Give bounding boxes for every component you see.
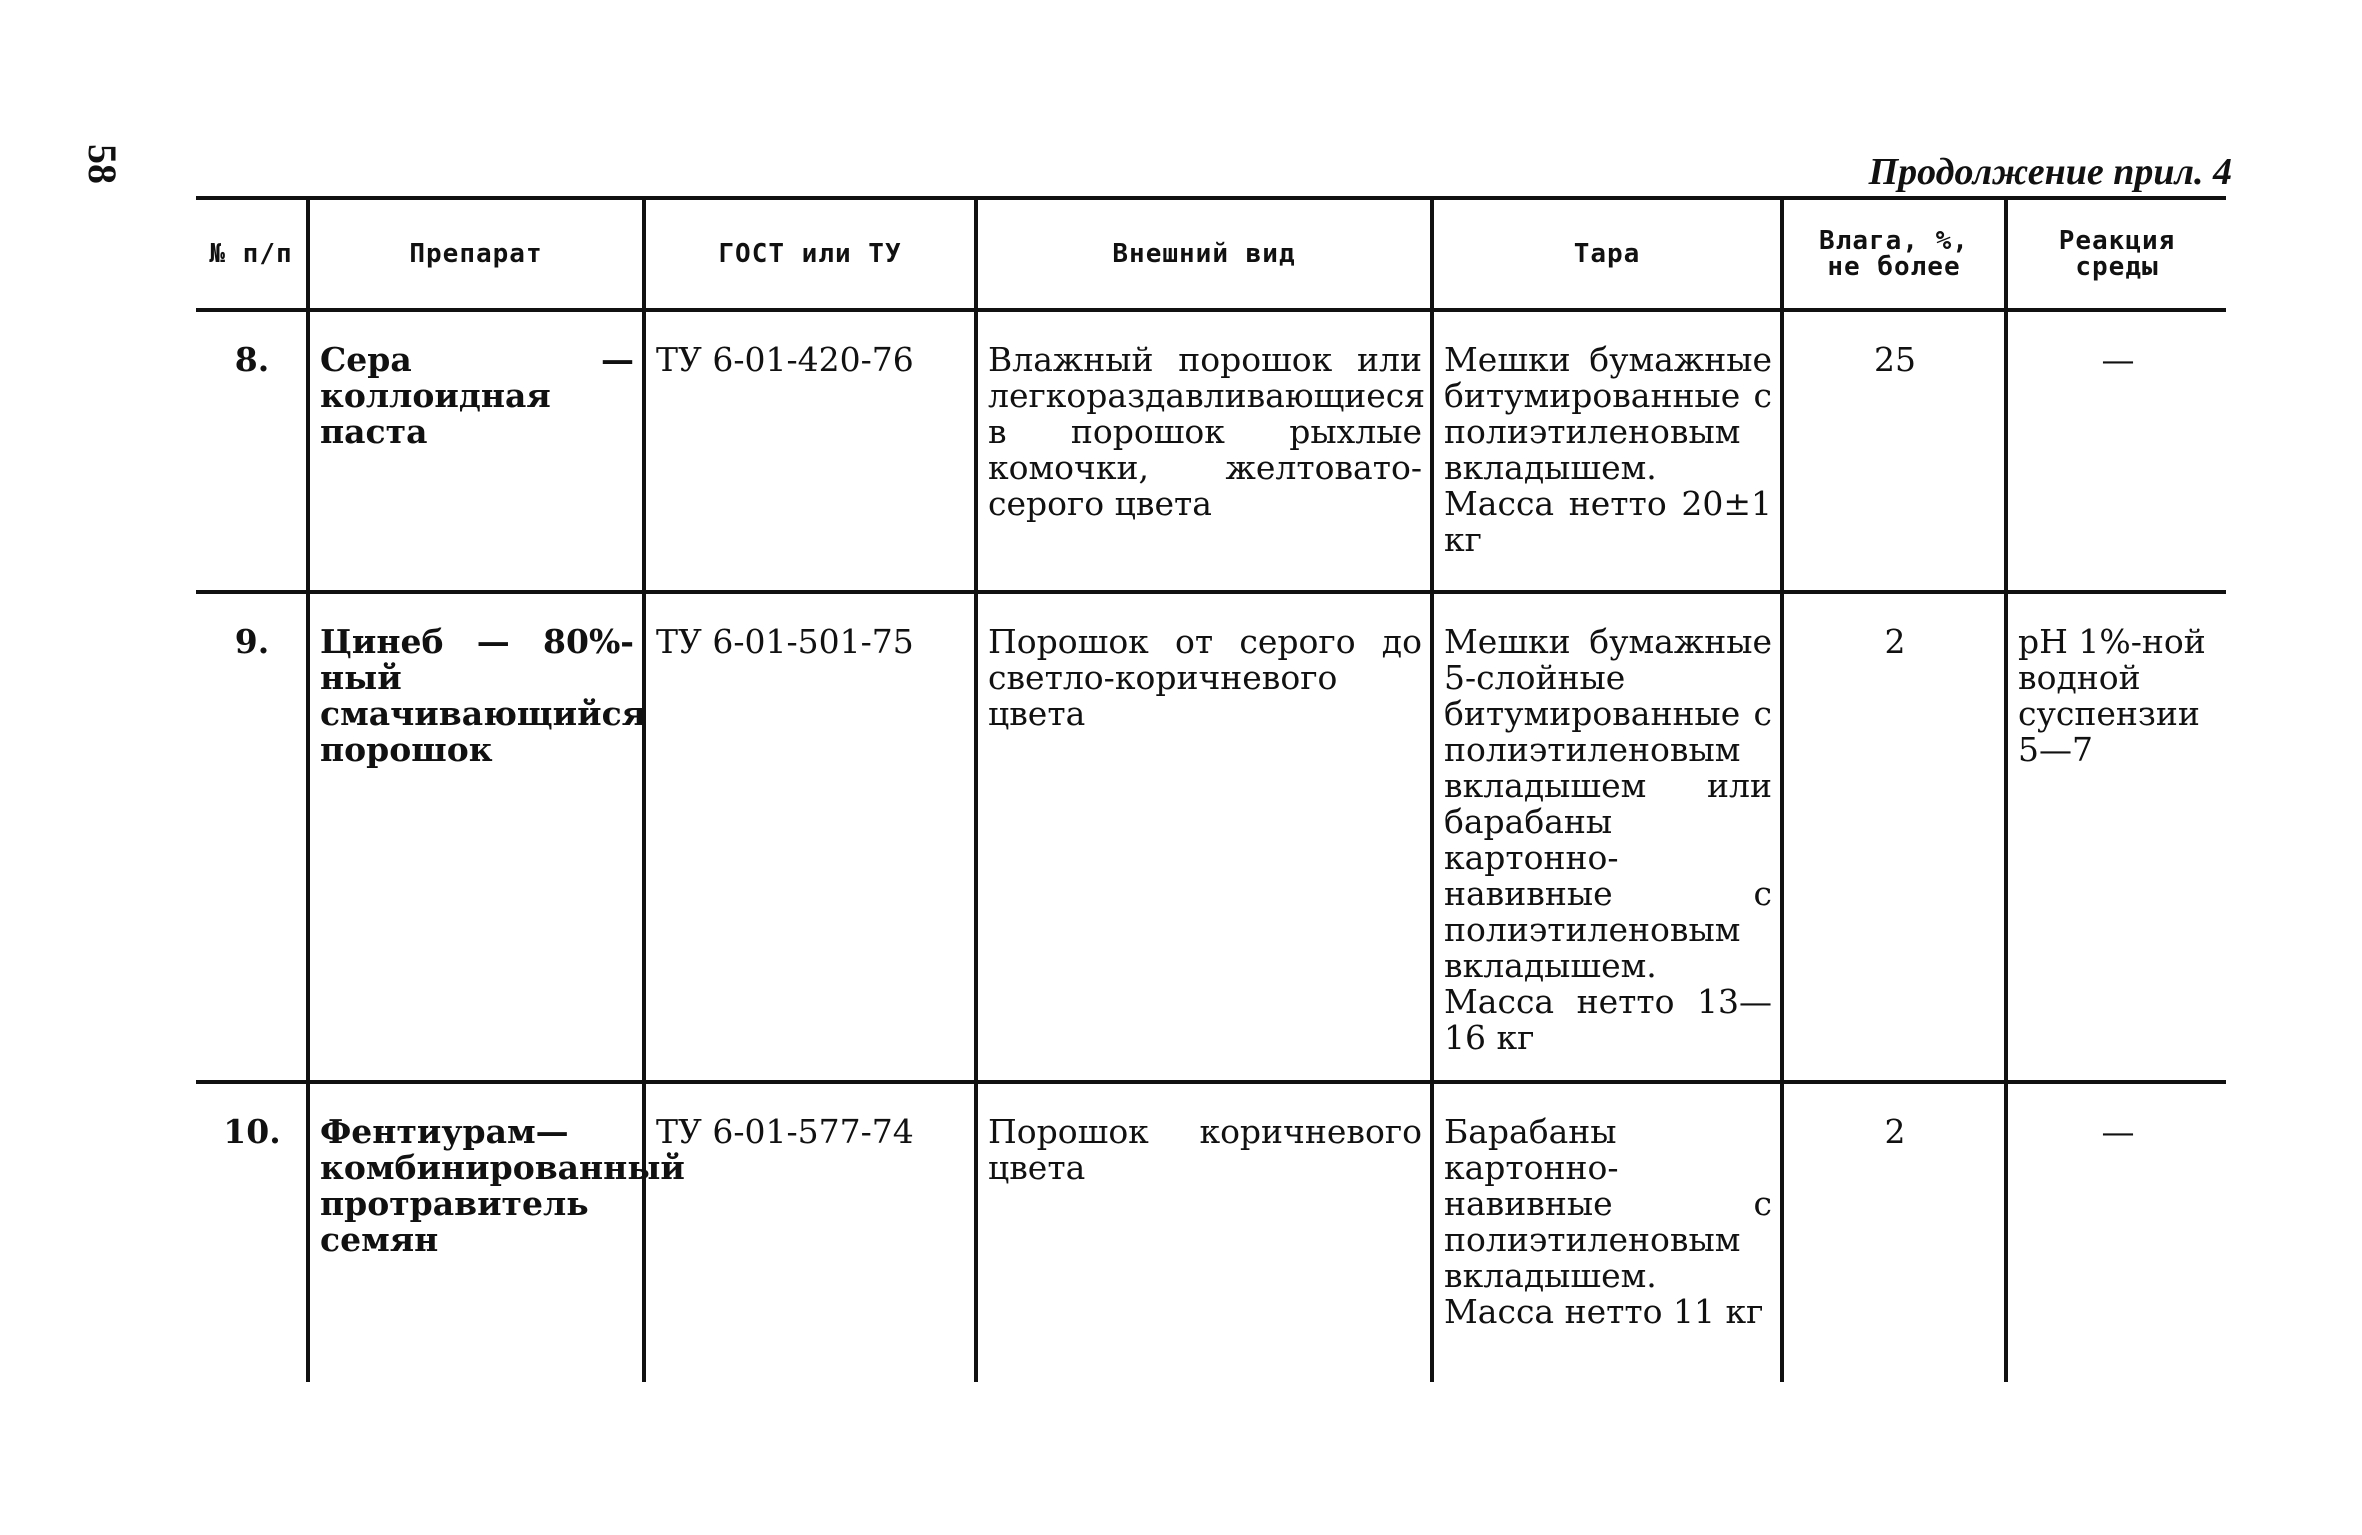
row-preparation: Сера — коллоидная паста	[308, 310, 644, 592]
header-moisture-line2: не более	[1827, 252, 1961, 282]
preparations-table	[196, 196, 2226, 1382]
table-row	[196, 1082, 2226, 1382]
row-appearance: Порошок от серого до светло-коричневого цвета	[976, 592, 1432, 1082]
header-reaction-line2: среды	[2075, 252, 2159, 282]
header-packaging: Тара	[1432, 198, 1782, 310]
row-reaction: —	[2006, 1082, 2226, 1382]
table-header-row	[196, 198, 2226, 310]
header-reaction-line1: Реакция	[2058, 226, 2176, 256]
row-num: 10.	[223, 1112, 281, 1151]
header-reaction	[2006, 198, 2226, 310]
row-packaging: Барабаны картонно-навивные с полиэтиленовым вкладышем. Масса нетто 11 кг	[1432, 1082, 1782, 1382]
header-num: № п/п	[209, 239, 293, 269]
header-preparation: Препарат	[308, 198, 644, 310]
header-moisture	[1782, 198, 2006, 310]
row-moisture: 2	[1782, 1082, 2006, 1382]
row-gost: ТУ 6-01-501-75	[644, 592, 976, 1082]
row-num: 9.	[234, 622, 270, 661]
header-appearance: Внешний вид	[976, 198, 1432, 310]
row-moisture: 2	[1782, 592, 2006, 1082]
row-reaction: —	[2006, 310, 2226, 592]
row-appearance: Влажный порошок или легкораздавливающиеся в порошок рыхлые комочки, желтовато-серого цвета	[976, 310, 1432, 592]
row-gost: ТУ 6-01-577-74	[644, 1082, 976, 1382]
row-preparation: Фентиурам— комбинированный протравитель семян	[308, 1082, 644, 1382]
header-gost: ГОСТ или ТУ	[644, 198, 976, 310]
row-packaging: Мешки бумажные битумированные с полиэтиленовым вкладышем. Масса нетто 20±1 кг	[1432, 310, 1782, 592]
table-caption: Продолжение прил. 4	[1868, 151, 2232, 193]
header-moisture-line1: Влага, %,	[1819, 226, 1969, 256]
row-packaging: Мешки бумажные 5-слойные битумированные с полиэтиленовым вкладышем или барабаны картонно-навивные с полиэтиленовым вкладышем. Масса нетто 13—16 кг	[1432, 592, 1782, 1082]
row-appearance: Порошок коричневого цвета	[976, 1082, 1432, 1382]
row-num: 8.	[234, 340, 270, 379]
row-gost: ТУ 6-01-420-76	[644, 310, 976, 592]
row-reaction: pH 1%-ной водной суспензии 5—7	[2006, 592, 2226, 1082]
row-preparation: Цинеб — 80%-ный смачивающийся порошок	[308, 592, 644, 1082]
page-number: 58	[80, 144, 125, 184]
row-moisture: 25	[1782, 310, 2006, 592]
table-row	[196, 592, 2226, 1082]
table-row	[196, 310, 2226, 592]
